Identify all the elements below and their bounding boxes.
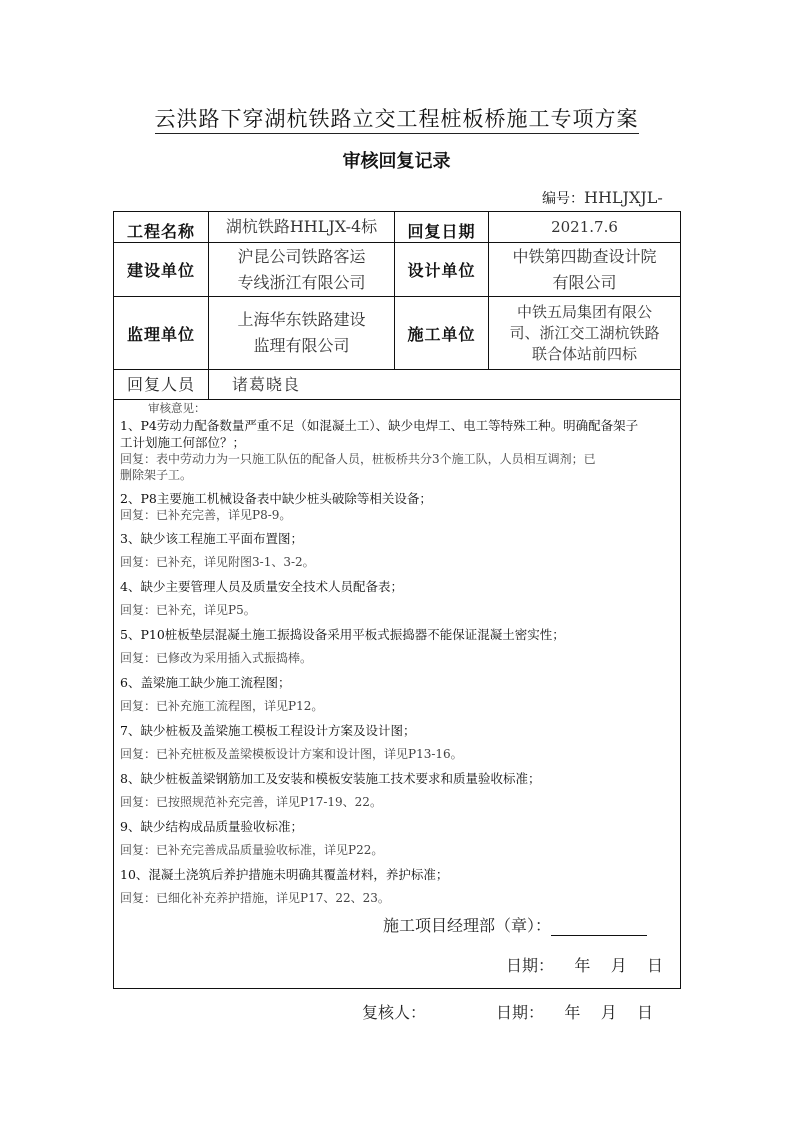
review-line: 6、盖梁施工缺少施工流程图； <box>120 675 291 690</box>
replier-value: 诸葛晓良 <box>232 374 301 394</box>
manager-label: 施工项目经理部（章）： <box>383 916 552 935</box>
reply-date-value: 2021.7.6 <box>551 218 618 236</box>
signature-line <box>551 917 647 936</box>
review-line: 2、P8主要施工机械设备表中缺少桩头破除等相关设备； <box>120 491 432 506</box>
review-line: 工计划施工何部位？； <box>120 435 246 450</box>
review-heading: 审核意见： <box>148 401 206 415</box>
review-line: 8、缺少桩板盖梁钢筋加工及安装和模板安装施工技术要求和质量验收标准； <box>120 771 541 786</box>
builder-unit-value: 中铁五局集团有限公 司、浙江交工湖杭铁路 联合体站前四标 <box>509 302 660 363</box>
review-line: 4、缺少主要管理人员及质量安全技术人员配备表； <box>120 579 403 594</box>
reply-line: 回复：已补充施工流程图，详见P12。 <box>120 699 324 713</box>
design-unit-value: 中铁第四勘查设计院 有限公司 <box>512 246 657 292</box>
review-line: 7、缺少桩板及盖梁施工模板工程设计方案及设计图； <box>120 723 416 738</box>
project-name-value: 湖杭铁路HHLJX-4标 <box>225 217 378 236</box>
reply-line: 回复：已补充桩板及盖梁模板设计方案和设计图，详见P13-16。 <box>120 747 463 761</box>
review-line: 9、缺少结构成品质量验收标准； <box>120 819 303 834</box>
review-line: 1、P4劳动力配备数量严重不足（如混凝土工）、缺少电焊工、电工等特殊工种。明确配备架子 <box>120 418 639 433</box>
review-line: 10、混凝土浇筑后养护措施未明确其覆盖材料，养护标准； <box>120 867 449 882</box>
reply-line: 删除架子工。 <box>120 468 193 482</box>
reply-date-label: 回复日期 <box>407 221 476 241</box>
reply-line: 回复：已补充完善，详见P8-9。 <box>120 508 292 522</box>
reply-line: 回复：已修改为采用插入式振捣棒。 <box>120 651 313 665</box>
reply-line: 回复：已补充，详见P5。 <box>120 603 256 617</box>
reply-line: 回复：表中劳动力为一只施工队伍的配备人员，桩板桥共分3个施工队，人员相互调剂；已 <box>120 452 596 466</box>
supervision-unit-label: 监理单位 <box>126 324 195 344</box>
document-subtitle: 审核回复记录 <box>342 151 451 172</box>
review-line: 3、缺少该工程施工平面布置图； <box>120 531 303 546</box>
builder-unit-label: 施工单位 <box>407 324 476 344</box>
construction-unit-value: 沪昆公司铁路客运 专线浙江有限公司 <box>237 246 366 292</box>
reply-line: 回复：已按照规范补充完善，详见P17-19、22。 <box>120 795 382 809</box>
supervision-unit-value: 上海华东铁路建设 监理有限公司 <box>237 310 366 355</box>
design-unit-label: 设计单位 <box>407 261 476 280</box>
doc-no-value: HHLJXJL- <box>584 185 663 212</box>
signature-date: 日期： 年 月 日 <box>506 956 664 975</box>
replier-label: 回复人员 <box>126 374 195 394</box>
document-title: 云洪路下穿湖杭铁路立交工程桩板桥施工专项方案 <box>0 103 793 133</box>
review-line: 5、P10桩板垫层混凝土施工振捣设备采用平板式振捣器不能保证混凝土密实性； <box>120 627 565 642</box>
document-number <box>542 185 663 212</box>
project-manager-signature <box>383 913 647 936</box>
construction-unit-label: 建设单位 <box>126 261 195 280</box>
doc-no-label: 编号： <box>542 191 584 207</box>
project-name-label: 工程名称 <box>126 221 195 241</box>
reply-line: 回复：已补充，详见附图3-1、3-2。 <box>120 555 315 569</box>
reply-line: 回复：已补充完善成品质量验收标准，详见P22。 <box>120 843 384 857</box>
footer-date: 日期： 年 月 日 <box>496 1003 654 1022</box>
reviewer-label: 复核人： <box>362 1003 427 1022</box>
reply-line: 回复：已细化补充养护措施，详见P17、22、23。 <box>120 891 390 905</box>
